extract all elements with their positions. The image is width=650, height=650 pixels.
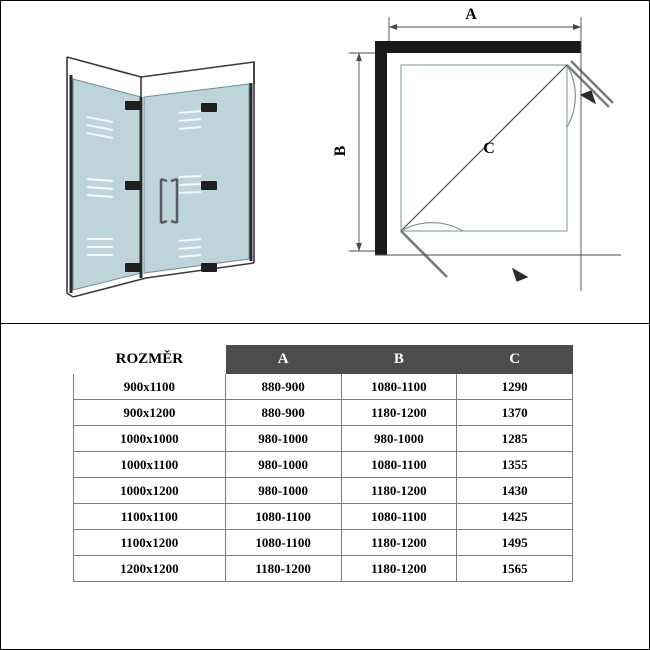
header-b: B [341, 346, 457, 374]
cell-a: 1080-1100 [225, 504, 341, 530]
cell-b: 1080-1100 [341, 374, 457, 400]
cell-a: 980-1000 [225, 478, 341, 504]
section-divider [1, 323, 649, 324]
cell-label: 1000x1200 [74, 478, 226, 504]
cell-b: 1180-1200 [341, 530, 457, 556]
table-row [74, 374, 573, 400]
top-plan-svg [331, 1, 649, 323]
table-row [74, 426, 573, 452]
table-header-row [74, 346, 573, 374]
cell-b: 1180-1200 [341, 556, 457, 582]
table-row [74, 556, 573, 582]
cell-label: 1100x1200 [74, 530, 226, 556]
cell-a: 1180-1200 [225, 556, 341, 582]
cell-b: 1080-1100 [341, 452, 457, 478]
cell-c: 1430 [457, 478, 573, 504]
shower-enclosure-3d-view [1, 1, 331, 323]
cell-a: 980-1000 [225, 426, 341, 452]
cell-a: 980-1000 [225, 452, 341, 478]
dimension-table [73, 345, 573, 582]
header-rozmer: ROZMĚR [74, 346, 226, 374]
dimension-label-c: C [483, 140, 495, 157]
cell-c: 1495 [457, 530, 573, 556]
cell-label: 900x1100 [74, 374, 226, 400]
cell-label: 1200x1200 [74, 556, 226, 582]
cell-b: 1180-1200 [341, 400, 457, 426]
cell-c: 1285 [457, 426, 573, 452]
cell-a: 880-900 [225, 374, 341, 400]
cell-label: 1000x1000 [74, 426, 226, 452]
table-row [74, 452, 573, 478]
shower-enclosure-top-plan [331, 1, 649, 323]
cell-c: 1290 [457, 374, 573, 400]
cell-label: 900x1200 [74, 400, 226, 426]
enclosure-3d-svg [1, 1, 331, 323]
cell-b: 1180-1200 [341, 478, 457, 504]
cell-label: 1000x1100 [74, 452, 226, 478]
cell-c: 1370 [457, 400, 573, 426]
dimension-label-b: B [332, 145, 349, 157]
table-row [74, 504, 573, 530]
cell-b: 1080-1100 [341, 504, 457, 530]
header-a: A [225, 346, 341, 374]
cell-c: 1565 [457, 556, 573, 582]
diagram-area [1, 1, 649, 323]
header-c: C [457, 346, 573, 374]
dimension-table-wrapper [73, 345, 573, 582]
dimension-label-a: A [465, 6, 477, 23]
table-row [74, 530, 573, 556]
cell-c: 1425 [457, 504, 573, 530]
cell-c: 1355 [457, 452, 573, 478]
cell-a: 880-900 [225, 400, 341, 426]
cell-a: 1080-1100 [225, 530, 341, 556]
table-row [74, 400, 573, 426]
table-row [74, 478, 573, 504]
cell-b: 980-1000 [341, 426, 457, 452]
cell-label: 1100x1100 [74, 504, 226, 530]
